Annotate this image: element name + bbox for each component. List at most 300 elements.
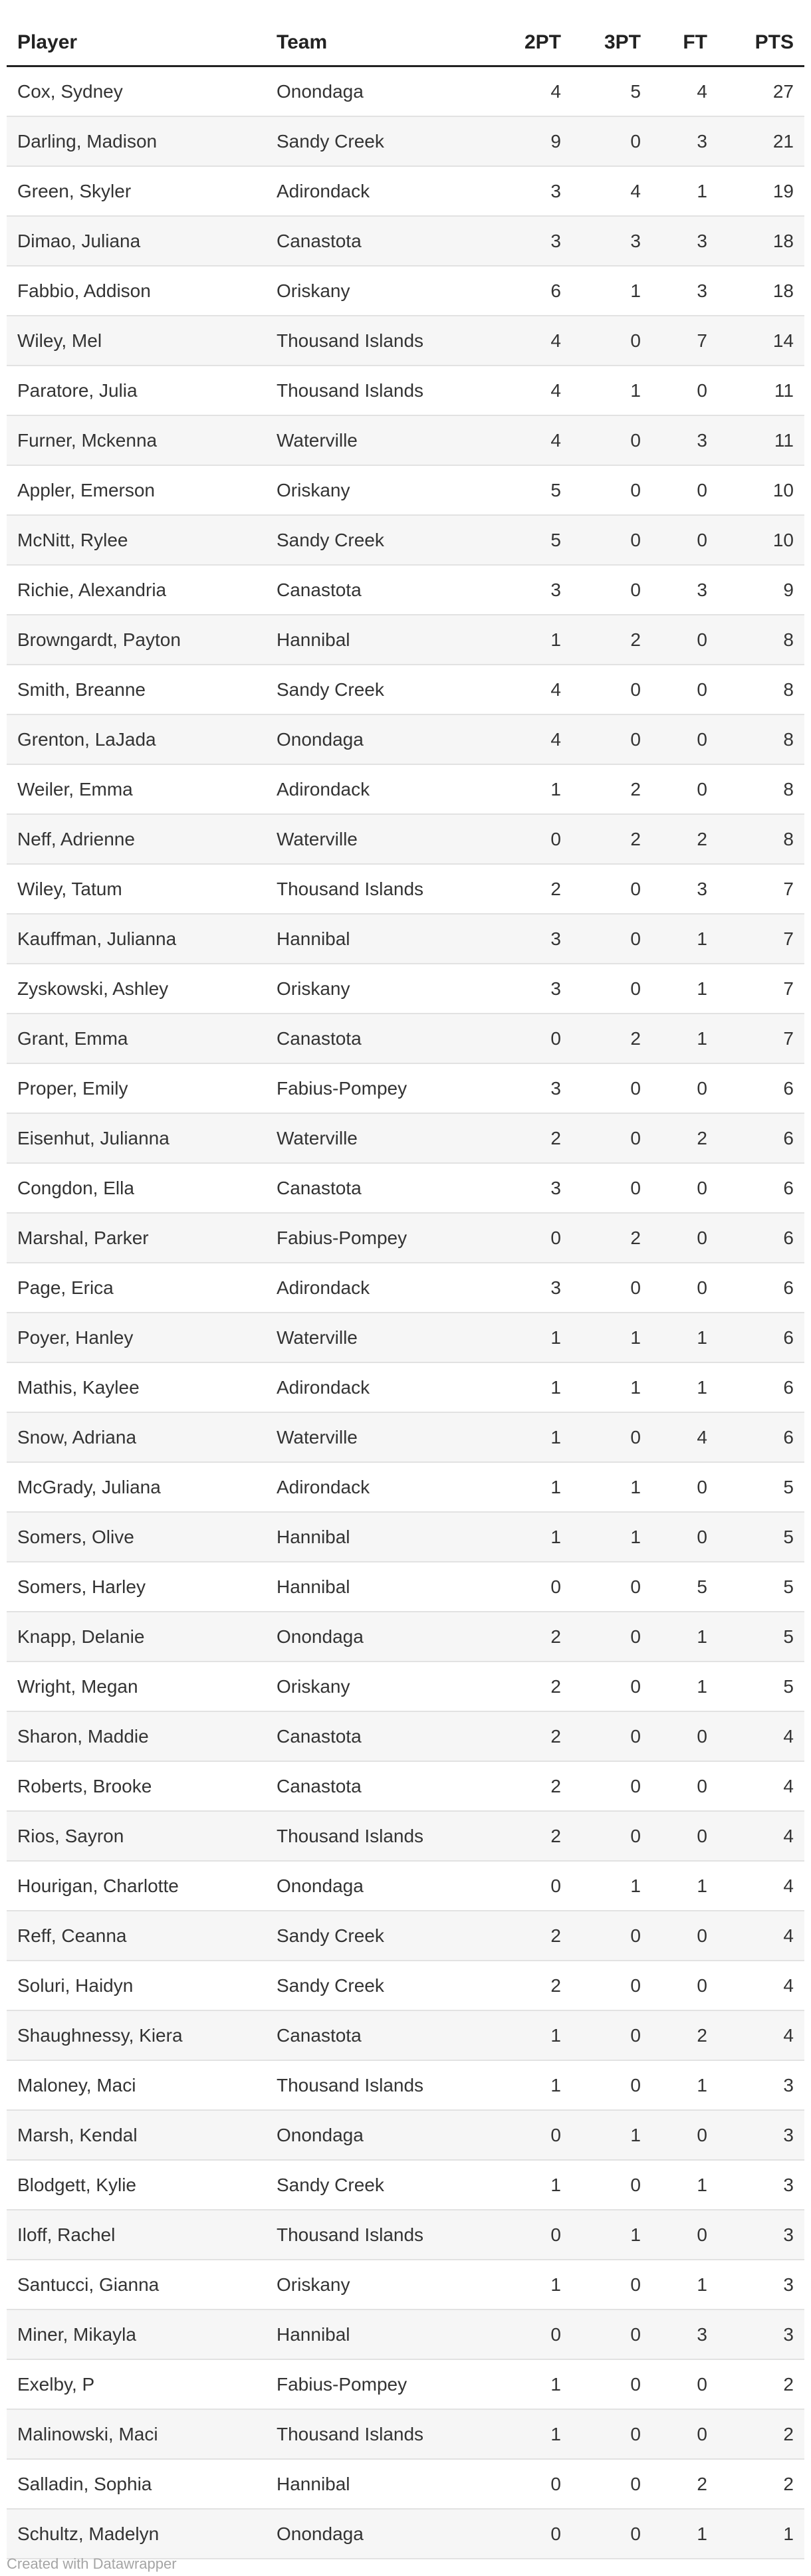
free-throw-count: 0 — [651, 615, 718, 665]
free-throw-count: 1 — [651, 166, 718, 216]
team-name: Oriskany — [266, 2260, 485, 2309]
player-name: Fabbio, Addison — [7, 266, 266, 316]
table-row — [7, 714, 804, 764]
table-row — [7, 964, 804, 1014]
table-row — [7, 2309, 804, 2359]
free-throw-count: 2 — [651, 2010, 718, 2060]
three-point-count: 0 — [572, 665, 651, 714]
table-row — [7, 1014, 804, 1063]
free-throw-count: 3 — [651, 864, 718, 914]
three-point-count: 0 — [572, 415, 651, 465]
two-point-count: 0 — [485, 2509, 572, 2559]
table-row — [7, 66, 804, 117]
two-point-count: 3 — [485, 1063, 572, 1113]
player-name: Wiley, Mel — [7, 316, 266, 366]
table-row — [7, 216, 804, 266]
team-name: Thousand Islands — [266, 2409, 485, 2459]
points-total: 6 — [718, 1213, 804, 1263]
three-point-count: 0 — [572, 1961, 651, 2010]
three-point-count: 1 — [572, 1462, 651, 1512]
team-name: Canastota — [266, 2010, 485, 2060]
three-point-count: 1 — [572, 366, 651, 415]
points-total: 4 — [718, 1961, 804, 2010]
player-name: Furner, Mckenna — [7, 415, 266, 465]
three-point-count: 0 — [572, 1911, 651, 1961]
player-name: Miner, Mikayla — [7, 2309, 266, 2359]
free-throw-count: 4 — [651, 66, 718, 117]
free-throw-count: 0 — [651, 1961, 718, 2010]
header-player[interactable]: Player — [7, 20, 266, 66]
player-name: Roberts, Brooke — [7, 1761, 266, 1811]
team-name: Onondaga — [266, 1612, 485, 1662]
two-point-count: 3 — [485, 914, 572, 964]
team-name: Waterville — [266, 1313, 485, 1362]
free-throw-count: 1 — [651, 1362, 718, 1412]
free-throw-count: 0 — [651, 1263, 718, 1313]
three-point-count: 1 — [572, 1861, 651, 1911]
team-name: Hannibal — [266, 2459, 485, 2509]
player-name: Wright, Megan — [7, 1662, 266, 1711]
team-name: Hannibal — [266, 615, 485, 665]
player-name: Smith, Breanne — [7, 665, 266, 714]
player-name: Proper, Emily — [7, 1063, 266, 1113]
player-name: Sharon, Maddie — [7, 1711, 266, 1761]
two-point-count: 2 — [485, 1711, 572, 1761]
points-total: 3 — [718, 2309, 804, 2359]
table-row — [7, 1063, 804, 1113]
two-point-count: 0 — [485, 1562, 572, 1612]
free-throw-count: 4 — [651, 1412, 718, 1462]
free-throw-count: 2 — [651, 2459, 718, 2509]
three-point-count: 5 — [572, 66, 651, 117]
two-point-count: 2 — [485, 1113, 572, 1163]
points-total: 5 — [718, 1562, 804, 1612]
two-point-count: 2 — [485, 1811, 572, 1861]
team-name: Canastota — [266, 1163, 485, 1213]
two-point-count: 4 — [485, 665, 572, 714]
header-pts[interactable]: PTS — [718, 20, 804, 66]
two-point-count: 3 — [485, 216, 572, 266]
three-point-count: 0 — [572, 116, 651, 166]
points-total: 11 — [718, 366, 804, 415]
free-throw-count: 3 — [651, 266, 718, 316]
free-throw-count: 3 — [651, 216, 718, 266]
free-throw-count: 0 — [651, 2409, 718, 2459]
points-total: 11 — [718, 415, 804, 465]
player-name: Snow, Adriana — [7, 1412, 266, 1462]
team-name: Onondaga — [266, 714, 485, 764]
free-throw-count: 3 — [651, 2309, 718, 2359]
player-name: McGrady, Juliana — [7, 1462, 266, 1512]
player-name: Maloney, Maci — [7, 2060, 266, 2110]
scoring-table — [7, 20, 804, 2559]
two-point-count: 2 — [485, 864, 572, 914]
two-point-count: 1 — [485, 2010, 572, 2060]
team-name: Thousand Islands — [266, 366, 485, 415]
table-row — [7, 2010, 804, 2060]
two-point-count: 3 — [485, 1263, 572, 1313]
points-total: 6 — [718, 1313, 804, 1362]
team-name: Adirondack — [266, 1263, 485, 1313]
player-name: Grant, Emma — [7, 1014, 266, 1063]
three-point-count: 4 — [572, 166, 651, 216]
free-throw-count: 0 — [651, 1911, 718, 1961]
three-point-count: 0 — [572, 1761, 651, 1811]
two-point-count: 1 — [485, 1313, 572, 1362]
three-point-count: 0 — [572, 1113, 651, 1163]
player-name: Santucci, Gianna — [7, 2260, 266, 2309]
table-row — [7, 1612, 804, 1662]
team-name: Sandy Creek — [266, 116, 485, 166]
player-name: Reff, Ceanna — [7, 1911, 266, 1961]
player-name: Grenton, LaJada — [7, 714, 266, 764]
three-point-count: 0 — [572, 2509, 651, 2559]
two-point-count: 3 — [485, 1163, 572, 1213]
free-throw-count: 0 — [651, 2359, 718, 2409]
two-point-count: 4 — [485, 66, 572, 117]
player-name: Green, Skyler — [7, 166, 266, 216]
table-row — [7, 2409, 804, 2459]
table-row — [7, 1662, 804, 1711]
points-total: 18 — [718, 266, 804, 316]
team-name: Thousand Islands — [266, 1811, 485, 1861]
header-3pt[interactable]: 3PT — [572, 20, 651, 66]
player-name: Neff, Adrienne — [7, 814, 266, 864]
points-total: 10 — [718, 515, 804, 565]
three-point-count: 0 — [572, 465, 651, 515]
free-throw-count: 0 — [651, 764, 718, 814]
points-total: 10 — [718, 465, 804, 515]
three-point-count: 1 — [572, 1313, 651, 1362]
points-total: 5 — [718, 1462, 804, 1512]
three-point-count: 2 — [572, 814, 651, 864]
table-row — [7, 1811, 804, 1861]
two-point-count: 0 — [485, 2110, 572, 2160]
free-throw-count: 0 — [651, 2110, 718, 2160]
player-name: Shaughnessy, Kiera — [7, 2010, 266, 2060]
points-total: 4 — [718, 1811, 804, 1861]
table-row — [7, 814, 804, 864]
points-total: 4 — [718, 2010, 804, 2060]
team-name: Sandy Creek — [266, 515, 485, 565]
three-point-count: 0 — [572, 1063, 651, 1113]
three-point-count: 0 — [572, 714, 651, 764]
player-name: Somers, Harley — [7, 1562, 266, 1612]
player-name: Kauffman, Julianna — [7, 914, 266, 964]
free-throw-count: 1 — [651, 2509, 718, 2559]
free-throw-count: 1 — [651, 1612, 718, 1662]
table-row — [7, 415, 804, 465]
free-throw-count: 0 — [651, 515, 718, 565]
table-row — [7, 2060, 804, 2110]
free-throw-count: 0 — [651, 2210, 718, 2260]
free-throw-count: 1 — [651, 1014, 718, 1063]
table-row — [7, 565, 804, 615]
three-point-count: 1 — [572, 2110, 651, 2160]
points-total: 2 — [718, 2409, 804, 2459]
points-total: 3 — [718, 2260, 804, 2309]
three-point-count: 2 — [572, 615, 651, 665]
table-row — [7, 1761, 804, 1811]
free-throw-count: 0 — [651, 1163, 718, 1213]
three-point-count: 0 — [572, 1612, 651, 1662]
table-row — [7, 366, 804, 415]
three-point-count: 0 — [572, 2010, 651, 2060]
player-name: Cox, Sydney — [7, 66, 266, 117]
free-throw-count: 0 — [651, 1213, 718, 1263]
team-name: Oriskany — [266, 266, 485, 316]
points-total: 1 — [718, 2509, 804, 2559]
player-name: Exelby, P — [7, 2359, 266, 2409]
free-throw-count: 1 — [651, 1662, 718, 1711]
player-name: Rios, Sayron — [7, 1811, 266, 1861]
three-point-count: 0 — [572, 2060, 651, 2110]
table-row — [7, 116, 804, 166]
player-name: Zyskowski, Ashley — [7, 964, 266, 1014]
table-row — [7, 2110, 804, 2160]
table-row — [7, 515, 804, 565]
table-body — [7, 66, 804, 2559]
two-point-count: 1 — [485, 2060, 572, 2110]
team-name: Adirondack — [266, 764, 485, 814]
two-point-count: 2 — [485, 1662, 572, 1711]
team-name: Adirondack — [266, 166, 485, 216]
free-throw-count: 0 — [651, 1761, 718, 1811]
team-name: Canastota — [266, 565, 485, 615]
table-row — [7, 615, 804, 665]
three-point-count: 0 — [572, 316, 651, 366]
two-point-count: 2 — [485, 1761, 572, 1811]
team-name: Onondaga — [266, 2110, 485, 2160]
table-row — [7, 1113, 804, 1163]
table-row — [7, 1711, 804, 1761]
three-point-count: 3 — [572, 216, 651, 266]
player-name: Hourigan, Charlotte — [7, 1861, 266, 1911]
three-point-count: 0 — [572, 2359, 651, 2409]
team-name: Fabius-Pompey — [266, 2359, 485, 2409]
free-throw-count: 1 — [651, 1861, 718, 1911]
table-row — [7, 1911, 804, 1961]
player-name: Knapp, Delanie — [7, 1612, 266, 1662]
two-point-count: 5 — [485, 465, 572, 515]
free-throw-count: 3 — [651, 116, 718, 166]
team-name: Oriskany — [266, 465, 485, 515]
two-point-count: 0 — [485, 2459, 572, 2509]
three-point-count: 0 — [572, 1163, 651, 1213]
player-name: Marshal, Parker — [7, 1213, 266, 1263]
player-name: Paratore, Julia — [7, 366, 266, 415]
player-name: Darling, Madison — [7, 116, 266, 166]
player-name: Salladin, Sophia — [7, 2459, 266, 2509]
team-name: Waterville — [266, 1412, 485, 1462]
three-point-count: 0 — [572, 864, 651, 914]
free-throw-count: 1 — [651, 2060, 718, 2110]
two-point-count: 9 — [485, 116, 572, 166]
three-point-count: 0 — [572, 1711, 651, 1761]
three-point-count: 0 — [572, 1263, 651, 1313]
player-name: Somers, Olive — [7, 1512, 266, 1562]
free-throw-count: 0 — [651, 665, 718, 714]
two-point-count: 3 — [485, 964, 572, 1014]
two-point-count: 3 — [485, 565, 572, 615]
free-throw-count: 1 — [651, 964, 718, 1014]
table-row — [7, 1412, 804, 1462]
points-total: 7 — [718, 964, 804, 1014]
two-point-count: 1 — [485, 2260, 572, 2309]
team-name: Canastota — [266, 216, 485, 266]
three-point-count: 0 — [572, 2409, 651, 2459]
points-total: 21 — [718, 116, 804, 166]
table-row — [7, 1362, 804, 1412]
header-team[interactable]: Team — [266, 20, 485, 66]
points-total: 3 — [718, 2110, 804, 2160]
points-total: 4 — [718, 1761, 804, 1811]
player-name: Dimao, Juliana — [7, 216, 266, 266]
free-throw-count: 5 — [651, 1562, 718, 1612]
table-row — [7, 2359, 804, 2409]
player-name: Mathis, Kaylee — [7, 1362, 266, 1412]
two-point-count: 1 — [485, 2359, 572, 2409]
table-row — [7, 1263, 804, 1313]
table-row — [7, 1562, 804, 1612]
points-total: 7 — [718, 914, 804, 964]
team-name: Thousand Islands — [266, 2210, 485, 2260]
points-total: 8 — [718, 814, 804, 864]
header-ft[interactable]: FT — [651, 20, 718, 66]
team-name: Waterville — [266, 1113, 485, 1163]
datawrapper-credit: Created with Datawrapper — [7, 2555, 177, 2572]
team-name: Hannibal — [266, 1512, 485, 1562]
team-name: Sandy Creek — [266, 1911, 485, 1961]
team-name: Oriskany — [266, 1662, 485, 1711]
three-point-count: 2 — [572, 764, 651, 814]
two-point-count: 4 — [485, 316, 572, 366]
player-name: McNitt, Rylee — [7, 515, 266, 565]
three-point-count: 0 — [572, 515, 651, 565]
table-row — [7, 665, 804, 714]
two-point-count: 5 — [485, 515, 572, 565]
points-total: 4 — [718, 1911, 804, 1961]
header-2pt[interactable]: 2PT — [485, 20, 572, 66]
team-name: Hannibal — [266, 914, 485, 964]
table-row — [7, 2260, 804, 2309]
table-row — [7, 2509, 804, 2559]
three-point-count: 0 — [572, 1662, 651, 1711]
free-throw-count: 1 — [651, 2160, 718, 2210]
points-total: 18 — [718, 216, 804, 266]
points-total: 14 — [718, 316, 804, 366]
table-row — [7, 1213, 804, 1263]
team-name: Adirondack — [266, 1462, 485, 1512]
free-throw-count: 0 — [651, 1711, 718, 1761]
points-total: 3 — [718, 2210, 804, 2260]
player-name: Browngardt, Payton — [7, 615, 266, 665]
player-name: Blodgett, Kylie — [7, 2160, 266, 2210]
two-point-count: 1 — [485, 1412, 572, 1462]
free-throw-count: 0 — [651, 1811, 718, 1861]
two-point-count: 0 — [485, 814, 572, 864]
team-name: Sandy Creek — [266, 665, 485, 714]
team-name: Onondaga — [266, 66, 485, 117]
table-row — [7, 1512, 804, 1562]
team-name: Fabius-Pompey — [266, 1063, 485, 1113]
team-name: Fabius-Pompey — [266, 1213, 485, 1263]
two-point-count: 2 — [485, 1911, 572, 1961]
team-name: Thousand Islands — [266, 316, 485, 366]
table-row — [7, 1313, 804, 1362]
table-row — [7, 864, 804, 914]
two-point-count: 4 — [485, 714, 572, 764]
free-throw-count: 3 — [651, 415, 718, 465]
player-name: Congdon, Ella — [7, 1163, 266, 1213]
three-point-count: 0 — [572, 2459, 651, 2509]
table-row — [7, 266, 804, 316]
three-point-count: 1 — [572, 1362, 651, 1412]
points-total: 8 — [718, 714, 804, 764]
free-throw-count: 2 — [651, 814, 718, 864]
two-point-count: 2 — [485, 1612, 572, 1662]
player-name: Appler, Emerson — [7, 465, 266, 515]
points-total: 8 — [718, 764, 804, 814]
points-total: 6 — [718, 1412, 804, 1462]
points-total: 6 — [718, 1113, 804, 1163]
free-throw-count: 1 — [651, 1313, 718, 1362]
team-name: Oriskany — [266, 964, 485, 1014]
table-row — [7, 166, 804, 216]
three-point-count: 2 — [572, 1213, 651, 1263]
two-point-count: 0 — [485, 2210, 572, 2260]
two-point-count: 1 — [485, 615, 572, 665]
two-point-count: 1 — [485, 2409, 572, 2459]
free-throw-count: 0 — [651, 366, 718, 415]
points-total: 6 — [718, 1163, 804, 1213]
team-name: Onondaga — [266, 1861, 485, 1911]
points-total: 27 — [718, 66, 804, 117]
table-row — [7, 764, 804, 814]
points-total: 5 — [718, 1612, 804, 1662]
points-total: 3 — [718, 2060, 804, 2110]
two-point-count: 0 — [485, 1014, 572, 1063]
team-name: Waterville — [266, 415, 485, 465]
free-throw-count: 2 — [651, 1113, 718, 1163]
team-name: Sandy Creek — [266, 1961, 485, 2010]
player-name: Schultz, Madelyn — [7, 2509, 266, 2559]
points-total: 6 — [718, 1063, 804, 1113]
points-total: 8 — [718, 615, 804, 665]
two-point-count: 6 — [485, 266, 572, 316]
two-point-count: 1 — [485, 1512, 572, 1562]
two-point-count: 0 — [485, 2309, 572, 2359]
free-throw-count: 0 — [651, 465, 718, 515]
two-point-count: 4 — [485, 366, 572, 415]
points-total: 7 — [718, 1014, 804, 1063]
points-total: 8 — [718, 665, 804, 714]
two-point-count: 1 — [485, 1462, 572, 1512]
team-name: Hannibal — [266, 1562, 485, 1612]
team-name: Hannibal — [266, 2309, 485, 2359]
table-row — [7, 914, 804, 964]
three-point-count: 1 — [572, 266, 651, 316]
free-throw-count: 3 — [651, 565, 718, 615]
three-point-count: 0 — [572, 2160, 651, 2210]
points-total: 5 — [718, 1662, 804, 1711]
points-total: 4 — [718, 1711, 804, 1761]
team-name: Sandy Creek — [266, 2160, 485, 2210]
three-point-count: 0 — [572, 2260, 651, 2309]
points-total: 3 — [718, 2160, 804, 2210]
three-point-count: 1 — [572, 1512, 651, 1562]
free-throw-count: 1 — [651, 2260, 718, 2309]
